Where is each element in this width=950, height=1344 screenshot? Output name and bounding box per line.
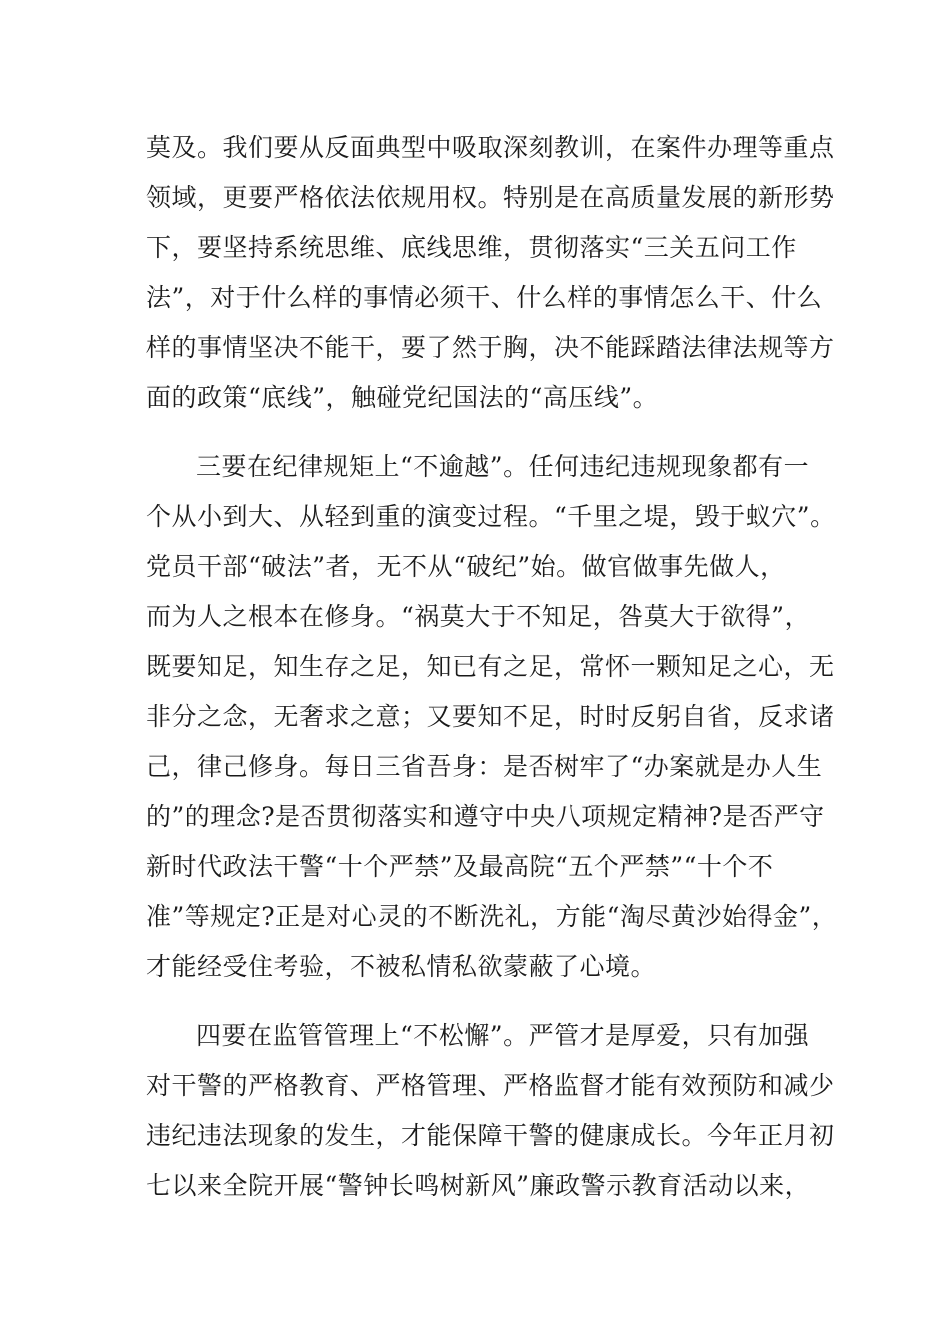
paragraph-2-line-6: 非分之念，无奢求之意；又要知不足，时时反躬自省，反求诸 (146, 702, 835, 731)
paragraph-1-line-5: 样的事情坚决不能干，要了然于胸，决不能踩踏法律法规等方 (146, 333, 835, 362)
paragraph-2-line-2: 个从小到大、从轻到重的演变过程。“千里之堤，毁于蚁穴”。 (146, 502, 836, 531)
paragraph-2-line-8: 的”的理念?是否贯彻落实和遵守中央八项规定精神?是否严守 (146, 802, 825, 831)
paragraph-3-line-4: 七以来全院开展“警钟长鸣树新风”廉政警示教育活动以来， (146, 1171, 811, 1200)
paragraph-2-line-1: 三要在纪律规矩上“不逾越”。任何违纪违规现象都有一 (196, 452, 810, 481)
paragraph-2-line-10: 准”等规定?正是对心灵的不断洗礼，方能“淘尽黄沙始得金”， (146, 902, 838, 931)
paragraph-1-line-4: 法”，对于什么样的事情必须干、什么样的事情怎么干、什么 (146, 283, 823, 312)
paragraph-2-line-5: 既要知足，知生存之足，知已有之足，常怀一颗知足之心，无 (146, 652, 835, 681)
paragraph-3-line-2: 对干警的严格教育、严格管理、严格监督才能有效预防和减少 (146, 1071, 835, 1100)
paragraph-1-line-1: 莫及。我们要从反面典型中吸取深刻教训，在案件办理等重点 (146, 133, 835, 162)
paragraph-1-line-2: 领域，更要严格依法依规用权。特别是在高质量发展的新形势 (146, 183, 835, 212)
paragraph-1-line-6: 面的政策“底线”，触碰党纪国法的“高压线”。 (146, 383, 659, 412)
paragraph-3-line-1: 四要在监管管理上“不松懈”。严管才是厚爱，只有加强 (196, 1021, 810, 1050)
paragraph-3-line-3: 违纪违法现象的发生，才能保障干警的健康成长。今年正月初 (146, 1121, 835, 1150)
paragraph-2-line-11: 才能经受住考验，不被私情私欲蒙蔽了心境。 (146, 952, 657, 981)
paragraph-2-line-4: 而为人之根本在修身。“祸莫大于不知足，咎莫大于欲得”， (146, 602, 811, 631)
paragraph-2-line-9: 新时代政法干警“十个严禁”及最高院“五个严禁”“十个不 (146, 852, 774, 881)
paragraph-2-line-7: 己，律己修身。每日三省吾身：是否树牢了“办案就是办人生 (146, 752, 823, 781)
paragraph-1-line-3: 下，要坚持系统思维、底线思维，贯彻落实“三关五问工作 (146, 233, 797, 262)
paragraph-2-line-3: 党员干部“破法”者，无不从“破纪”始。做官做事先做人， (146, 552, 786, 581)
